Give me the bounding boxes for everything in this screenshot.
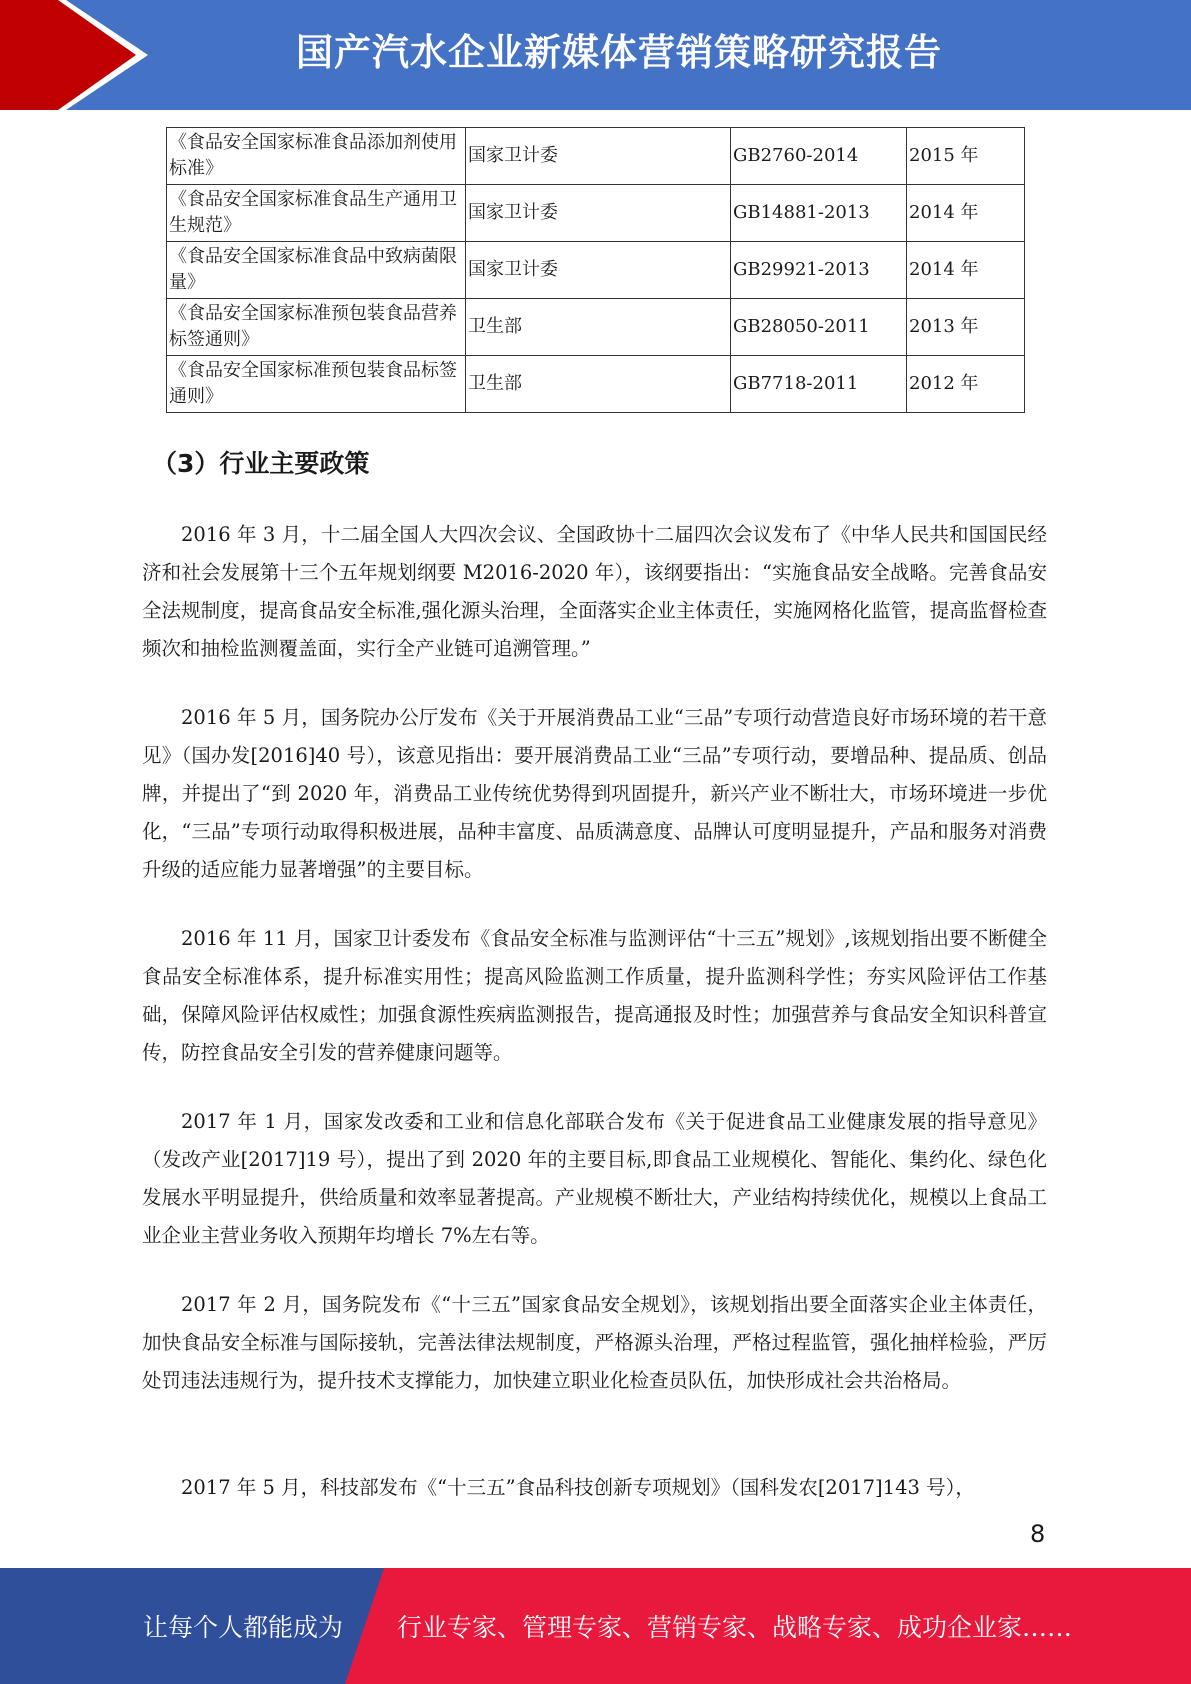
chevron-arrow-icon bbox=[0, 0, 160, 110]
standard-code-cell: GB2760-2014 bbox=[731, 128, 907, 185]
footer-slogan-right: 行业专家、管理专家、营销专家、战略专家、成功企业家…… bbox=[397, 1613, 1073, 1642]
year-cell: 2013 年 bbox=[907, 299, 1025, 356]
year-cell: 2014 年 bbox=[907, 242, 1025, 299]
report-title: 国产汽水企业新媒体营销策略研究报告 bbox=[296, 31, 942, 74]
table-row bbox=[167, 242, 1025, 299]
policy-paragraph: 2017 年 2 月，国务院发布《“十三五”国家食品安全规划》，该规划指出要全面落实企业主体责任，加快食品安全标准与国际接轨，完善法律法规制度，严格源头治理，严格过程监管，强化抽样检验，严厉处罚违法违规行为，提升技术支撑能力，加快建立职业化检查员队伍，加快形成社会共治格局。 bbox=[142, 1293, 1047, 1392]
standard-name-cell: 《食品安全国家标准食品中致病菌限量》 bbox=[167, 242, 466, 299]
year-cell: 2014 年 bbox=[907, 185, 1025, 242]
standard-code-cell: GB7718-2011 bbox=[731, 356, 907, 413]
table-row bbox=[167, 128, 1025, 185]
standard-name-cell: 《食品安全国家标准食品生产通用卫生规范》 bbox=[167, 185, 466, 242]
standard-name-cell: 《食品安全国家标准食品添加剂使用标准》 bbox=[167, 128, 466, 185]
footer-slogan-left: 让每个人都能成为 bbox=[143, 1613, 344, 1642]
table-row bbox=[167, 356, 1025, 413]
policy-paragraph: 2017 年 5 月，科技部发布《“十三五”食品科技创新专项规划》（国科发农[2017]143 号）， bbox=[181, 1476, 975, 1499]
standard-name-cell: 《食品安全国家标准预包装食品标签通则》 bbox=[167, 356, 466, 413]
standard-name-cell: 《食品安全国家标准预包装食品营养标签通则》 bbox=[167, 299, 466, 356]
page-header bbox=[0, 0, 1191, 110]
issuer-cell: 国家卫计委 bbox=[466, 185, 731, 242]
policy-paragraph: 2016 年 11 月，国家卫计委发布《食品安全标准与监测评估“十三五”规划》,该规划指出要不断健全食品安全标准体系，提升标准实用性；提高风险监测工作质量，提升监测科学性；夯实风险评估工作基础，保障风险评估权威性；加强食源性疾病监测报告，提高通报及时性；加强营养与食品安全知识科普宣传，防控食品安全引发的营养健康问题等。 bbox=[142, 927, 1047, 1064]
policy-paragraph: 2016 年 3 月，十二届全国人大四次会议、全国政协十二届四次会议发布了《中华人民共和国国民经济和社会发展第十三个五年规划纲要 M2016-2020 年），该纲要指出：“实施食品安全战略。完善食品安全法规制度，提高食品安全标准,强化源头治理，全面落实企业主体责任，实施网格化监管，提高监督检查频次和抽检监测覆盖面，实行全产业链可追溯管理。” bbox=[142, 523, 1047, 660]
policy-paragraph: 2016 年 5 月，国务院办公厅发布《关于开展消费品工业“三品”专项行动营造良好市场环境的若干意见》（国办发[2016]40 号），该意见指出：要开展消费品工业“三品”专项行动，要增品种、提品质、创品牌，并提出了“到 2020 年，消费品工业传统优势得到巩固提升，新兴产业不断壮大，市场环境进一步优化，“三品”专项行动取得积极进展，品种丰富度、品质满意度、品牌认可度明显提升，产品和服务对消费升级的适应能力显著增强”的主要目标。 bbox=[142, 706, 1047, 881]
issuer-cell: 国家卫计委 bbox=[466, 128, 731, 185]
issuer-cell: 卫生部 bbox=[466, 356, 731, 413]
year-cell: 2012 年 bbox=[907, 356, 1025, 413]
issuer-cell: 国家卫计委 bbox=[466, 242, 731, 299]
page-footer bbox=[0, 1568, 1191, 1684]
year-cell: 2015 年 bbox=[907, 128, 1025, 185]
issuer-cell: 卫生部 bbox=[466, 299, 731, 356]
table-row bbox=[167, 185, 1025, 242]
standards-table bbox=[166, 127, 1025, 413]
page-number: 8 bbox=[1030, 1520, 1046, 1548]
policy-paragraph: 2017 年 1 月，国家发改委和工业和信息化部联合发布《关于促进食品工业健康发展的指导意见》（发改产业[2017]19 号），提出了到 2020 年的主要目标,即食品工业规模化、智能化、集约化、绿色化发展水平明显提升，供给质量和效率显著提高。产业规模不断壮大，产业结构持续优化，规模以上食品工业企业主营业务收入预期年均增长 7%左右等。 bbox=[142, 1110, 1047, 1247]
standard-code-cell: GB28050-2011 bbox=[731, 299, 907, 356]
standard-code-cell: GB14881-2013 bbox=[731, 185, 907, 242]
table-row bbox=[167, 299, 1025, 356]
section-heading: （3）行业主要政策 bbox=[152, 449, 370, 478]
standard-code-cell: GB29921-2013 bbox=[731, 242, 907, 299]
